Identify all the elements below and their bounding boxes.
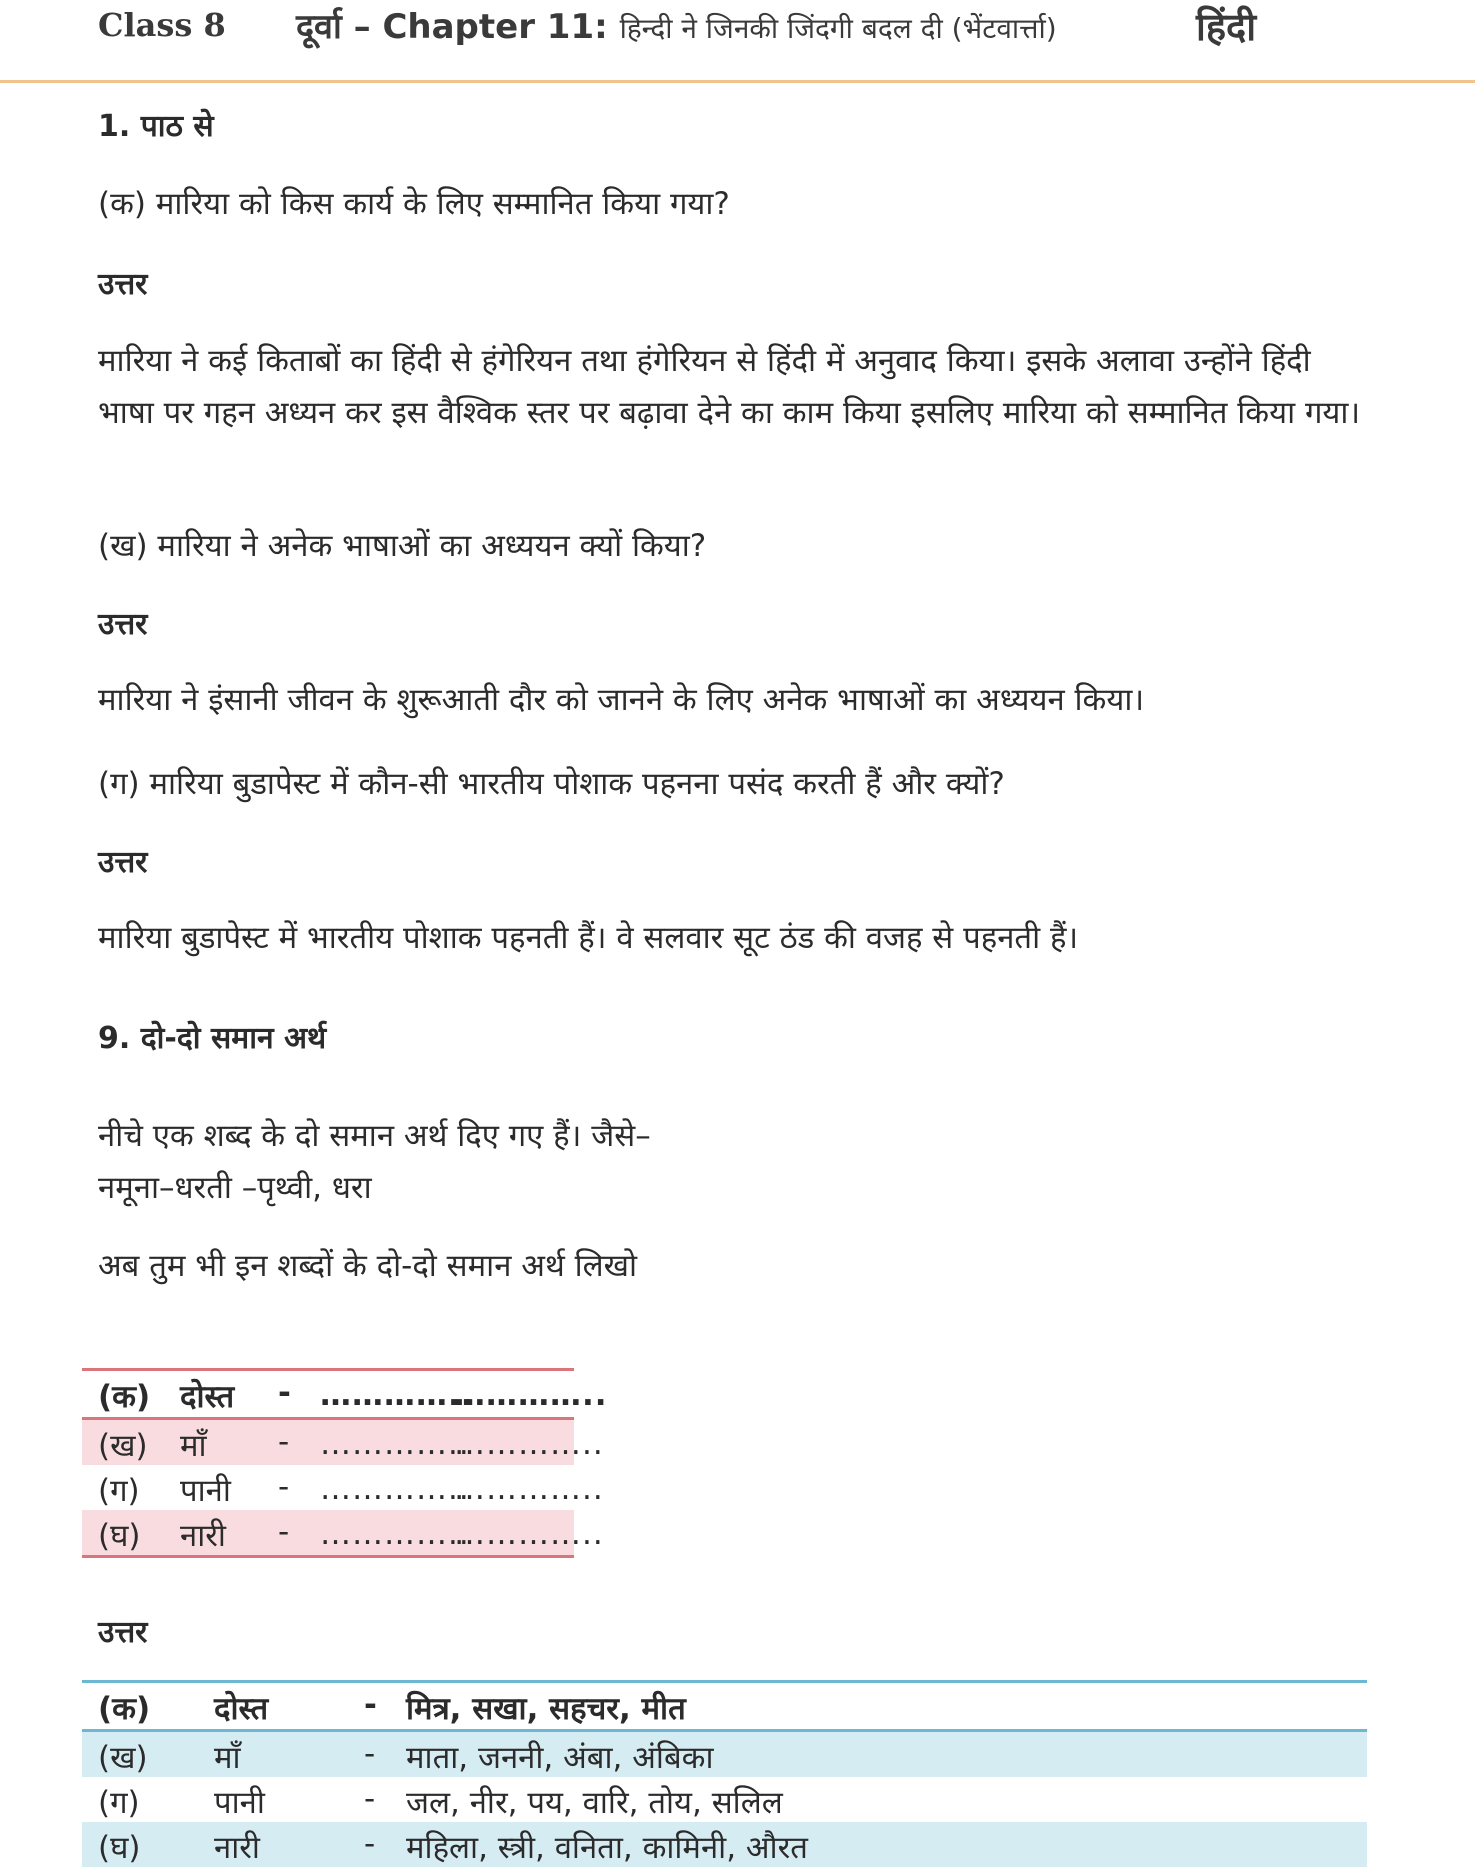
row-label: (ग): [98, 1785, 140, 1821]
page-header: [0, 0, 1475, 83]
blank-1: …………..: [320, 1516, 470, 1552]
row-dash: -: [364, 1826, 376, 1862]
chapter-heading: [296, 2, 1057, 48]
row-dash: -: [278, 1424, 290, 1460]
row-dash: -: [278, 1375, 291, 1411]
row-word: पानी: [180, 1473, 231, 1509]
row-word: दोस्त: [180, 1379, 235, 1415]
row-meanings: महिला, स्त्री, वनिता, कामिनी, औरत: [406, 1830, 808, 1866]
row-word: नारी: [214, 1830, 260, 1866]
row-label: (क): [98, 1691, 151, 1727]
table-row: [82, 1465, 604, 1510]
table-row: [82, 1420, 604, 1465]
row-word: माँ: [180, 1428, 207, 1464]
blank-2: …………..: [454, 1377, 608, 1413]
section-9-instruction: अब तुम भी इन शब्दों के दो-दो समान अर्थ लिखो: [98, 1248, 638, 1284]
synonym-question-table: [82, 1368, 608, 1558]
row-label: (ख): [98, 1428, 148, 1464]
row-word: माँ: [214, 1740, 241, 1776]
table-row: [82, 1822, 1367, 1867]
row-label: (ख): [98, 1740, 148, 1776]
blank-2: …………..: [454, 1471, 604, 1507]
subject-label: हिंदी: [1196, 5, 1257, 49]
row-label: (ग): [98, 1473, 140, 1509]
section-9-example: नमूना–धरती –पृथ्वी, धरा: [98, 1170, 372, 1206]
row-dash: -: [278, 1469, 290, 1505]
question-ga: (ग) मारिया बुडापेस्ट में कौन-सी भारतीय पोशाक पहनना पसंद करती हैं और क्यों?: [98, 766, 1005, 802]
row-meanings: माता, जननी, अंबा, अंबिका: [406, 1740, 714, 1776]
row-dash: -: [364, 1781, 376, 1817]
section-9-intro: नीचे एक शब्द के दो समान अर्थ दिए गए हैं। जैसे–: [98, 1118, 651, 1154]
answer-kha: मारिया ने इंसानी जीवन के शुरूआती दौर को जानने के लिए अनेक भाषाओं का अध्ययन किया।: [98, 682, 1145, 718]
blank-1: …………..: [320, 1471, 470, 1507]
row-word: नारी: [180, 1518, 226, 1554]
table-row: [82, 1371, 608, 1420]
table-row: [82, 1510, 604, 1555]
blank-2: …………..: [454, 1516, 604, 1552]
row-word: पानी: [214, 1785, 265, 1821]
row-meanings: जल, नीर, पय, वारि, तोय, सलिल: [406, 1785, 783, 1821]
class-label: Class 8: [98, 6, 226, 44]
question-ka: (क) मारिया को किस कार्य के लिए सम्मानित किया गया?: [98, 186, 730, 222]
section-1-heading: 1. पाठ से: [98, 109, 214, 144]
table-row: [82, 1683, 1367, 1732]
section-9-heading: 9. दो-दो समान अर्थ: [98, 1021, 327, 1056]
row-dash: -: [364, 1736, 376, 1772]
row-dash: -: [364, 1687, 377, 1723]
row-meanings: मित्र, सखा, सहचर, मीत: [406, 1691, 686, 1727]
chapter-title: हिन्दी ने जिनकी जिंदगी बदल दी (भेंटवार्त्ता): [619, 12, 1057, 45]
blank-1: …………..: [320, 1426, 470, 1462]
answer-label-ga: उत्तर: [98, 845, 148, 880]
row-label: (घ): [98, 1518, 141, 1554]
synonym-answer-table: [82, 1680, 1367, 1867]
answer-label-kha: उत्तर: [98, 607, 148, 642]
question-kha: (ख) मारिया ने अनेक भाषाओं का अध्ययन क्यों किया?: [98, 528, 707, 564]
blank-1: …………..: [320, 1377, 474, 1413]
answer-ga: मारिया बुडापेस्ट में भारतीय पोशाक पहनती हैं। वे सलवार सूट ठंड की वजह से पहनती हैं।: [98, 920, 1079, 956]
answer-label-ka: उत्तर: [98, 267, 148, 302]
answer-ka: मारिया ने कई किताबों का हिंदी से हंगेरियन तथा हंगेरियन से हिंदी में अनुवाद किया। इसके अलावा उन्होंने हिंदी भाषा पर गहन अध्यन कर इस वैश्विक स्तर पर बढ़ावा देने का काम किया इसलिए मारिया को सम्मानित किया गया।: [98, 343, 1361, 431]
table-row: [82, 1777, 1367, 1822]
row-label: (क): [98, 1379, 151, 1415]
blank-2: …………..: [454, 1426, 604, 1462]
row-dash: -: [278, 1514, 290, 1550]
table-row: [82, 1732, 1367, 1777]
row-label: (घ): [98, 1830, 141, 1866]
book-chapter: दूर्वा – Chapter 11:: [296, 7, 608, 47]
answer-label-synonyms: उत्तर: [98, 1615, 148, 1650]
row-word: दोस्त: [214, 1691, 269, 1727]
